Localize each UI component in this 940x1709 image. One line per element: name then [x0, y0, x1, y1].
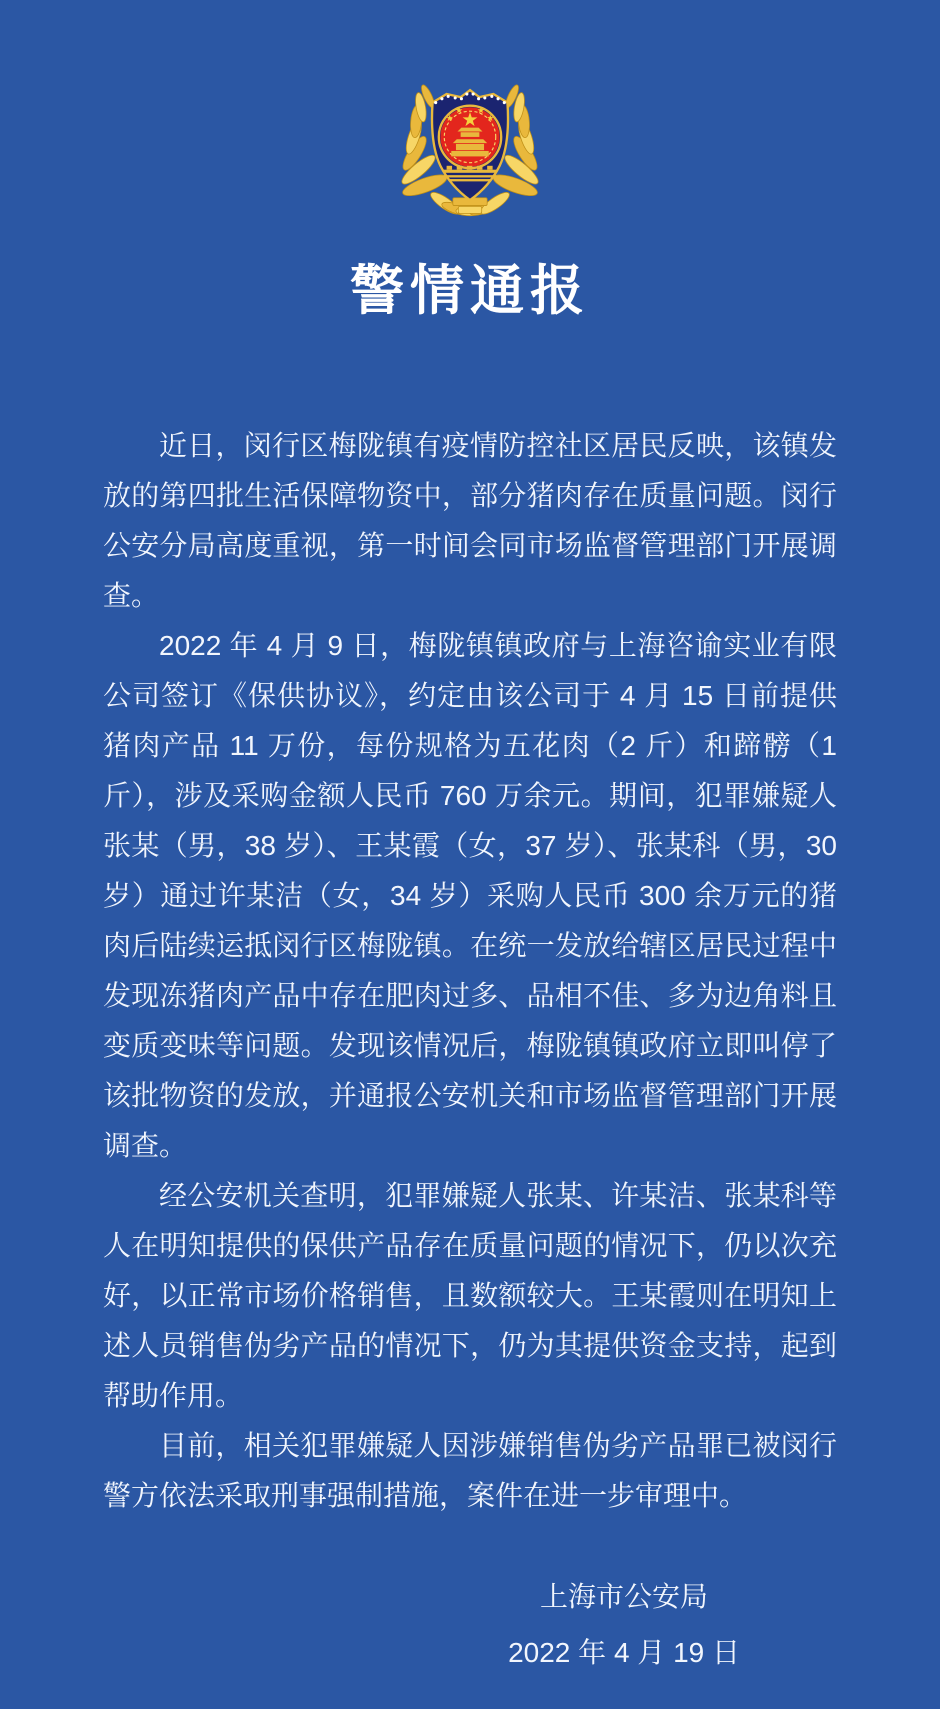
- signature-issuer: 上海市公安局: [540, 1581, 709, 1612]
- emblem-container: [0, 0, 940, 222]
- police-badge-icon: [392, 62, 548, 222]
- notice-paragraph-2: 2022 年 4 月 9 日，梅陇镇镇政府与上海咨谕实业有限公司签订《保供协议》，约定由该公司于 4 月 15 日前提供猪肉产品 11 万份，每份规格为五花肉（2 斤）和蹄髈（1 斤），涉及采购金额人民币 760 万余元。期间，犯罪嫌疑人张某（男，38 岁）、王某霞（女，37 岁）、张某科（男，30 岁）通过许某洁（女，34 岁）采购人民币 300 余万元的猪肉后陆续运抵闵行区梅陇镇。在统一发放给辖区居民过程中发现冻猪肉产品中存在肥肉过多、品相不佳、多为边角料且变质变味等问题。发现该情况后，梅陇镇镇政府立即叫停了该批物资的发放，并通报公安机关和市场监督管理部门开展调查。: [103, 630, 837, 1161]
- notice-paragraph-3: 经公安机关查明，犯罪嫌疑人张某、许某洁、张某科等人在明知提供的保供产品存在质量问题的情况下，仍以次充好，以正常市场价格销售，且数额较大。王某霞则在明知上述人员销售伪劣产品的情况下，仍为其提供资金支持，起到帮助作用。: [103, 1180, 837, 1411]
- signature-date: 2022 年 4 月 19 日: [508, 1637, 740, 1668]
- page-title: 警情通报: [350, 261, 590, 321]
- notice-paragraph-4: 目前，相关犯罪嫌疑人因涉嫌销售伪劣产品罪已被闵行警方依法采取刑事强制措施，案件在进一步审理中。: [103, 1430, 837, 1511]
- notice-paragraph-1: 近日，闵行区梅陇镇有疫情防控社区居民反映，该镇发放的第四批生活保障物资中，部分猪肉存在质量问题。闵行公安分局高度重视，第一时间会同市场监督管理部门开展调查。: [103, 430, 837, 611]
- signature-block: [508, 1569, 740, 1681]
- notice-body: [103, 421, 837, 1521]
